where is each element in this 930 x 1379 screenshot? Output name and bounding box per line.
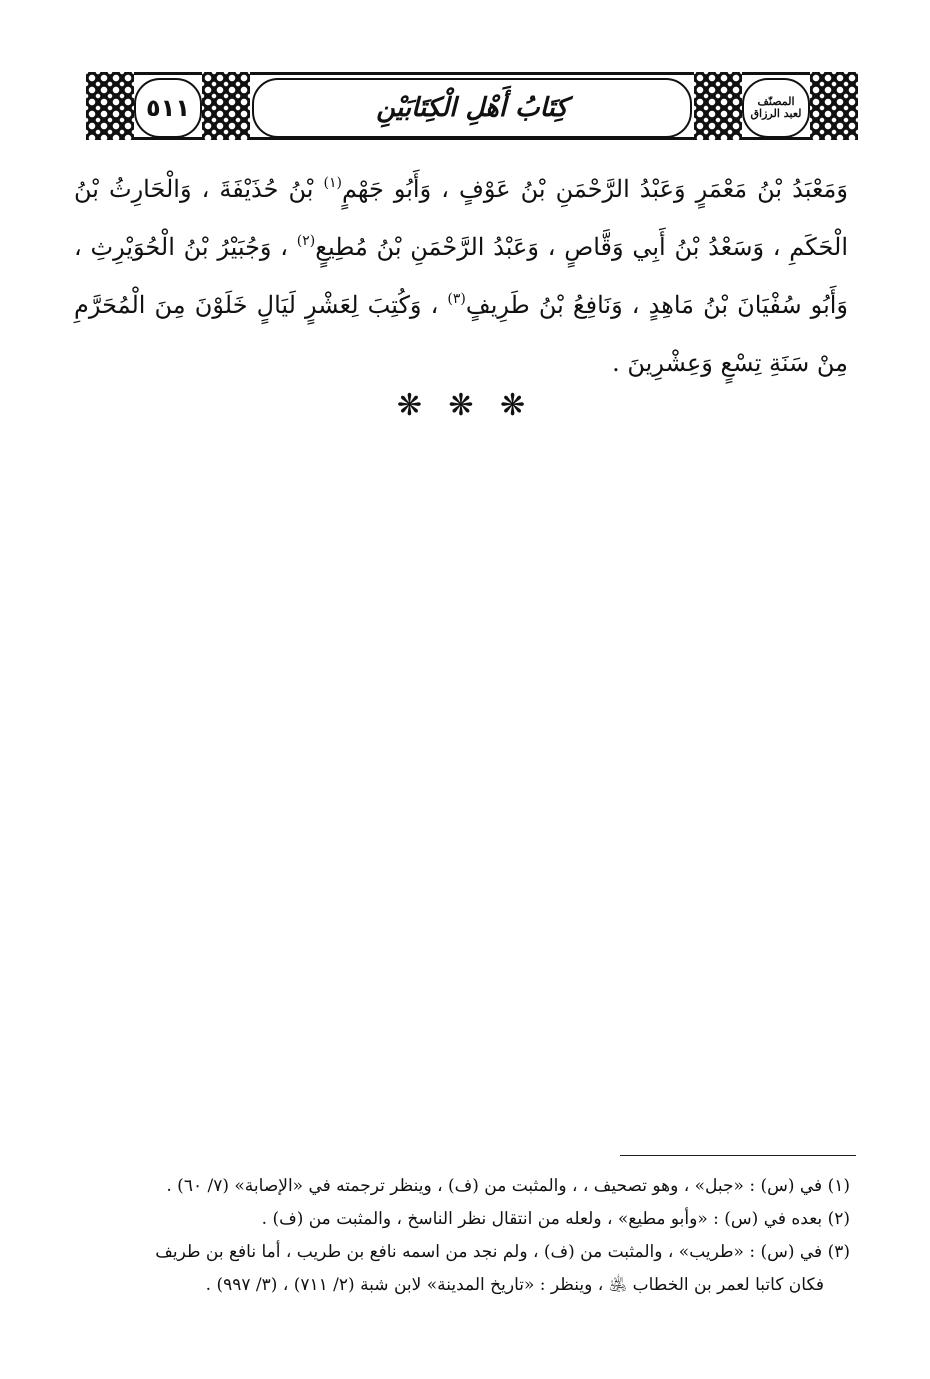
header-ornament-inner-right: [694, 72, 742, 140]
book-emblem: [742, 78, 810, 138]
footnote-ref-3: (٣): [447, 291, 466, 307]
footnote-3: (٣) في (س) : «طريب» ، والمثبت من (ف) ، ولم نجد من اسمه نافع بن طريب ، أما نافع بن طريف: [155, 1242, 850, 1262]
footnote-2: (٢) بعده في (س) : «وأبو مطيع» ، ولعله من انتقال نظر الناسخ ، والمثبت من (ف) .: [261, 1209, 850, 1229]
text-line-1-cont: بْنُ حُذَيْفَةَ ، وَالْحَارِثُ بْنُ: [74, 175, 324, 203]
text-line-3: وَأَبُو سُفْيَانَ بْنُ مَاهِدٍ ، وَنَافِعُ بْنُ طَرِيفٍ: [465, 291, 848, 319]
footnote-rule: [620, 1155, 856, 1156]
section-separator: ❋ ❋ ❋: [396, 388, 534, 423]
header-ornament-right: [810, 72, 858, 140]
header-ornament-left: [86, 72, 134, 140]
text-line-4: سَنَةِ تِسْعٍ وَعِشْرِينَ .: [612, 349, 810, 377]
book-emblem-text: المصنّف لعبد الرزاق: [750, 95, 802, 120]
page-number-cartouche: [134, 78, 202, 138]
footnotes: [84, 1170, 850, 1302]
page-number: ٥١١: [146, 94, 190, 122]
text-line-2: الْحَكَمِ ، وَسَعْدُ بْنُ أَبِي وَقَّاصٍ ، وَعَبْدُ الرَّحْمَنِ بْنُ مُطِيعٍ: [315, 233, 849, 261]
footnote-ref-2: (٢): [296, 233, 316, 249]
footnote-3-continuation: فكان كاتبا لعمر بن الخطاب ﵁ ، وينظر : «تاريخ المدينة» لابن شبة (٢/ ٧١١) ، (٣/ ٩٩٧) .: [205, 1275, 824, 1295]
page-header: [86, 72, 858, 140]
header-ornament-inner-left: [202, 72, 250, 140]
text-line-1: وَمَعْبَدُ بْنُ مَعْمَرٍ وَعَبْدُ الرَّحْمَنِ بْنُ عَوْفٍ ، وَأَبُو جَهْمٍ: [341, 175, 848, 203]
running-title-cartouche: [252, 78, 692, 138]
footnote-1: (١) في (س) : «جبل» ، وهو تصحيف ، ، والمثبت من (ف) ، وينظر ترجمته في «الإصابة» (٧/ ٦٠) .: [166, 1176, 850, 1196]
main-text: [74, 160, 848, 392]
text-line-3-cont: ، وَكُتِبَ لِعَشْرٍ لَيَالٍ خَلَوْنَ مِنَ الْمُحَرَّمِ مِنْ: [74, 291, 848, 377]
text-line-2-cont: ، وَجُبَيْرُ بْنُ الْحُوَيْرِثِ ،: [74, 233, 297, 261]
running-title: كِتَابُ أَهْلِ الْكِتَابَيْنِ: [376, 93, 568, 123]
footnote-ref-1: (١): [323, 175, 342, 191]
